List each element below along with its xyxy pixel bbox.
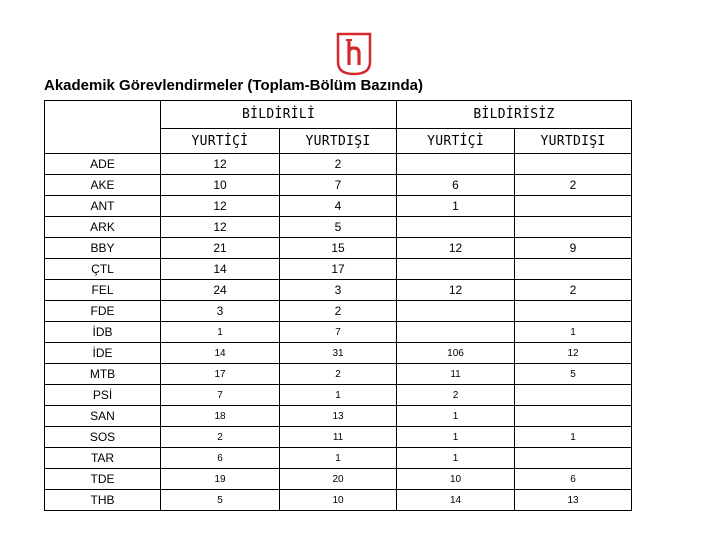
row-label: THB [45,490,161,511]
table-row [45,175,632,196]
row-label: TAR [45,448,161,469]
table-cell: 21 [161,238,280,259]
table-cell: 2 [161,427,280,448]
table-cell [515,385,632,406]
table-cell: 1 [397,196,515,217]
table-cell: 12 [397,280,515,301]
row-label: BBY [45,238,161,259]
table-row [45,364,632,385]
table-cell [397,301,515,322]
table-cell: 2 [397,385,515,406]
table-cell: 1 [515,322,632,343]
table-cell: 6 [515,469,632,490]
page-title: Akademik Görevlendirmeler (Toplam-Bölüm Bazında) [44,77,423,94]
row-label: SAN [45,406,161,427]
table-cell: 3 [161,301,280,322]
table-cell: 10 [397,469,515,490]
table-body [45,154,632,511]
subheader-yurtdisi: YURTDIŞI [515,129,632,154]
table-cell [515,217,632,238]
table-row [45,154,632,175]
table-cell [397,217,515,238]
table-cell: 12 [161,154,280,175]
table-cell: 19 [161,469,280,490]
table-cell: 10 [280,490,397,511]
table-cell: 106 [397,343,515,364]
table-cell: 2 [515,280,632,301]
row-label: FDE [45,301,161,322]
table-cell: 1 [397,448,515,469]
table-cell: 3 [280,280,397,301]
table-cell: 1 [280,385,397,406]
table-row [45,427,632,448]
subheader-yurtdisi: YURTDIŞI [280,129,397,154]
table-cell: 13 [280,406,397,427]
table-cell [515,301,632,322]
table-cell: 20 [280,469,397,490]
row-label: ÇTL [45,259,161,280]
table-cell: 1 [515,427,632,448]
table-cell: 17 [280,259,397,280]
table-row [45,259,632,280]
subheader-yurtici: YURTİÇİ [397,129,515,154]
table-row [45,448,632,469]
table-cell: 1 [280,448,397,469]
table-cell: 1 [397,406,515,427]
table-cell: 14 [161,259,280,280]
table-cell [515,406,632,427]
table-cell: 12 [161,196,280,217]
table-cell: 31 [280,343,397,364]
row-label: FEL [45,280,161,301]
row-label: İDB [45,322,161,343]
row-label: SOS [45,427,161,448]
row-label: ANT [45,196,161,217]
table-cell: 6 [161,448,280,469]
table-row [45,217,632,238]
table-cell: 15 [280,238,397,259]
table-cell: 2 [280,301,397,322]
table-cell: 13 [515,490,632,511]
table-row [45,469,632,490]
table-cell: 2 [280,364,397,385]
group-header-bildirisiz: BİLDİRİSİZ [397,101,632,129]
table-cell: 12 [397,238,515,259]
table-row [45,196,632,217]
table-cell: 2 [515,175,632,196]
table-cell: 7 [161,385,280,406]
row-label: ARK [45,217,161,238]
table-cell: 2 [280,154,397,175]
corner-cell [45,101,161,154]
table-cell: 7 [280,175,397,196]
row-label: MTB [45,364,161,385]
table-row [45,385,632,406]
table-cell: 9 [515,238,632,259]
table-cell: 11 [280,427,397,448]
table-cell: 17 [161,364,280,385]
row-label: ADE [45,154,161,175]
table-cell: 10 [161,175,280,196]
table-cell: 7 [280,322,397,343]
table-cell: 4 [280,196,397,217]
group-header-bildirili: BİLDİRİLİ [161,101,397,129]
table-cell: 1 [161,322,280,343]
table-row [45,322,632,343]
table-cell: 11 [397,364,515,385]
table-cell: 12 [515,343,632,364]
row-label: İDE [45,343,161,364]
table-row [45,301,632,322]
table-cell: 1 [397,427,515,448]
row-label: AKE [45,175,161,196]
table-cell: 5 [161,490,280,511]
table-cell: 5 [515,364,632,385]
table-row [45,490,632,511]
table-cell [397,322,515,343]
hacettepe-logo-icon [336,32,372,76]
table-cell: 18 [161,406,280,427]
table-cell [515,196,632,217]
table-cell [397,154,515,175]
assignments-table [44,100,632,511]
table-cell: 5 [280,217,397,238]
table-cell [515,154,632,175]
table-cell: 24 [161,280,280,301]
row-label: PSİ [45,385,161,406]
table-cell: 12 [161,217,280,238]
table-row [45,343,632,364]
table-row [45,280,632,301]
table-cell [397,259,515,280]
table-cell: 14 [161,343,280,364]
table-row [45,238,632,259]
row-label: TDE [45,469,161,490]
table-cell: 14 [397,490,515,511]
table-cell: 6 [397,175,515,196]
table-row [45,406,632,427]
subheader-yurtici: YURTİÇİ [161,129,280,154]
table-cell [515,259,632,280]
table-cell [515,448,632,469]
